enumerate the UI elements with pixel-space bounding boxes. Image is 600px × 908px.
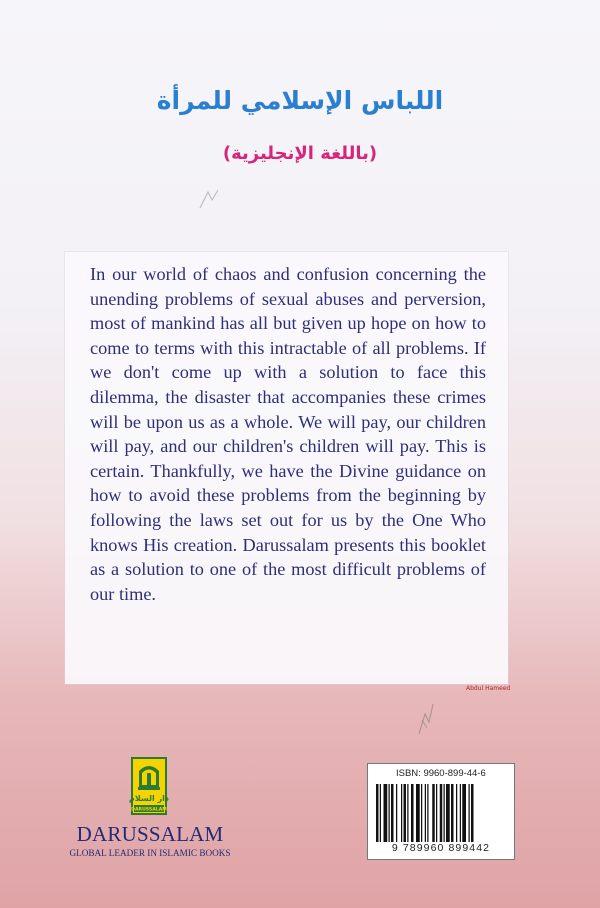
ink-mark [413, 700, 437, 736]
barcode-bars [376, 784, 506, 842]
isbn-number: ISBN: 9960-899-44-6 [396, 768, 486, 779]
blurb-panel [65, 252, 508, 684]
logo-arabic: دار السلام [128, 794, 170, 803]
publisher-tagline: GLOBAL LEADER IN ISLAMIC BOOKS [69, 848, 231, 858]
blurb-text: In our world of chaos and confusion concerning the unending problems of sexual abuses and perversion, most of mankind has all but given up hope on how to come to terms with this intractable of all problems. If we don't come up with a solution to face this dilemma, the disaster that accompanies these crimes will be upon us as a whole. We will pay, our children will pay, and our children's children will pay. This is certain. Thankfully, we have the Divine guidance on how to avoid these problems from the beginning by following the laws set out for us by the One Who knows His creation. Darussalam presents this booklet as a solution to one of the most difficult problems of our time. [90, 264, 486, 604]
subtitle-arabic: (باللغة الإنجليزية) [222, 143, 378, 164]
darussalam-logo-icon [128, 757, 170, 815]
logo-latin: DARUSSALAM [131, 807, 167, 813]
artist-credit: Abdul Hameed [466, 685, 511, 692]
title-arabic: اللباس الإسلامي للمرأة [156, 86, 444, 115]
ink-mark [196, 186, 226, 212]
publisher-name: DARUSSALAM [76, 822, 224, 846]
barcode [367, 763, 515, 860]
barcode-digits: 9 789960 899442 [391, 842, 491, 854]
